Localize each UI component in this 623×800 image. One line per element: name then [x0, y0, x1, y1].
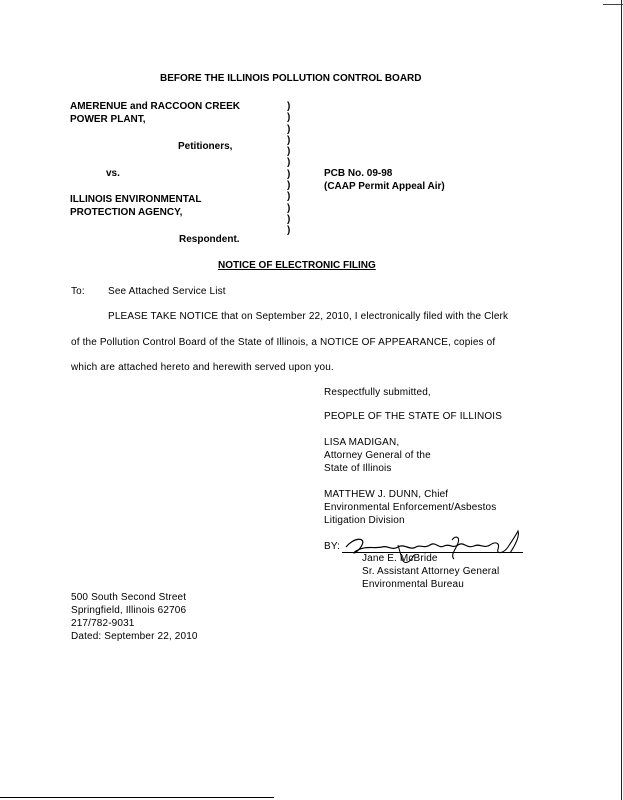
- body-line-3: which are attached hereto and herewith served upon you.: [71, 362, 334, 373]
- respondent-name-line1: ILLINOIS ENVIRONMENTAL: [70, 194, 202, 205]
- paren: ): [287, 168, 291, 180]
- case-type: (CAAP Permit Appeal Air): [324, 181, 445, 192]
- paren: ): [287, 157, 291, 169]
- people-of-state: PEOPLE OF THE STATE OF ILLINOIS: [324, 411, 503, 422]
- paren: ): [287, 134, 291, 146]
- signer-name: Jane E. McBride: [362, 553, 438, 564]
- chief-title-1: Environmental Enforcement/Asbestos: [324, 502, 497, 513]
- attorney-general-title-2: State of Illinois: [324, 463, 392, 474]
- paren: ): [287, 180, 291, 192]
- signer-title-1: Sr. Assistant Attorney General: [362, 566, 500, 577]
- petitioners-label: Petitioners,: [178, 141, 233, 152]
- attorney-general-title-1: Attorney General of the: [324, 450, 431, 461]
- paren: ): [287, 146, 291, 158]
- chief-title-2: Litigation Division: [324, 515, 405, 526]
- case-number: PCB No. 09-98: [324, 168, 393, 179]
- to-label: To:: [71, 286, 85, 297]
- paren: ): [287, 191, 291, 203]
- scan-edge-line: [621, 0, 622, 800]
- paren: ): [287, 213, 291, 225]
- to-recipient: See Attached Service List: [108, 286, 226, 297]
- address-city: Springfield, Illinois 62706: [71, 605, 187, 616]
- chief-name: MATTHEW J. DUNN, Chief: [324, 489, 449, 500]
- paren: ): [287, 101, 291, 112]
- paren: ): [287, 112, 291, 124]
- attorney-general-name: LISA MADIGAN,: [324, 437, 400, 448]
- petitioner-name-line2: POWER PLANT,: [70, 114, 146, 125]
- body-line-2: of the Pollution Control Board of the State of Illinois, a NOTICE OF APPEARANCE, copies of: [71, 337, 496, 348]
- signer-title-2: Environmental Bureau: [362, 579, 464, 590]
- scan-edge-mark: [603, 4, 623, 5]
- paren: ): [287, 202, 291, 214]
- date-line: Dated: September 22, 2010: [71, 631, 198, 642]
- respondent-name-line2: PROTECTION AGENCY,: [70, 207, 183, 218]
- phone-number: 217/782-9031: [71, 618, 135, 629]
- address-street: 500 South Second Street: [71, 592, 187, 603]
- paren: ): [287, 225, 291, 237]
- petitioner-name-line1: AMERENUE and RACCOON CREEK: [70, 101, 241, 112]
- board-title: BEFORE THE ILLINOIS POLLUTION CONTROL BOARD: [160, 73, 422, 84]
- notice-heading: NOTICE OF ELECTRONIC FILING: [218, 260, 376, 271]
- by-label: BY:: [324, 541, 341, 552]
- caption-paren-column: [287, 101, 295, 237]
- closing: Respectfully submitted,: [324, 387, 431, 398]
- paren: ): [287, 123, 291, 135]
- body-line-1: PLEASE TAKE NOTICE that on September 22, 2010, I electronically filed with the Clerk: [108, 311, 509, 322]
- bottom-rule: [0, 797, 274, 798]
- vs-label: vs.: [106, 168, 120, 179]
- respondent-label: Respondent.: [179, 234, 240, 245]
